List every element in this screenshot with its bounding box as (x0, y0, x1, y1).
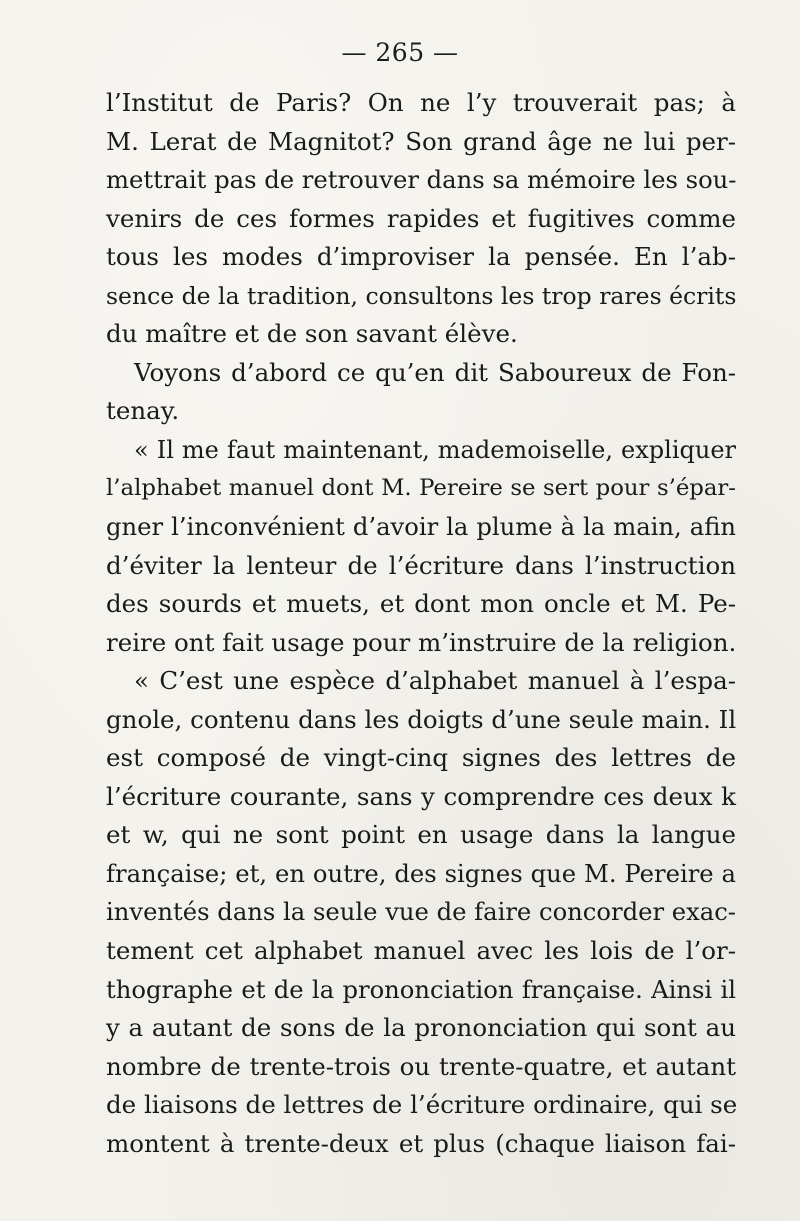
text-line: tement cet alphabet manuel avec les lois de l’or- (106, 936, 736, 966)
text-line: « Il me faut maintenant, mademoiselle, expliquer (134, 435, 736, 464)
body-text (106, 84, 736, 1163)
text-line: d’éviter la lenteur de l’écriture dans l’instruction (106, 550, 736, 580)
text-line: tous les modes d’improviser la pensée. En l’ab- (106, 242, 736, 272)
text-line: thographe et de la prononciation française. Ainsi il (106, 974, 736, 1004)
text-line: nombre de trente-trois ou trente-quatre, et autant (106, 1051, 736, 1081)
text-line: gnole, contenu dans les doigts d’une seule main. Il (106, 704, 737, 734)
text-line: M. Lerat de Magnitot? Son grand âge ne lui per- (106, 126, 736, 156)
text-line: tenay. (106, 396, 180, 426)
text-line: française; et, en outre, des signes que M. Pereire a (106, 858, 736, 888)
text-line: inventés dans la seule vue de faire concorder exac- (106, 897, 737, 927)
text-line: est composé de vingt-cinq signes des lettres de (106, 743, 736, 773)
text-line: et w, qui ne sont point en usage dans la langue (106, 820, 736, 850)
text-line: gner l’inconvénient d’avoir la plume à la main, afin (106, 512, 736, 542)
text-line: des sourds et muets, et dont mon oncle et M. Pe- (106, 589, 736, 619)
text-line: y a autant de sons de la prononciation qui sont au (106, 1013, 736, 1043)
text-line: venirs de ces formes rapides et fugitives comme (106, 203, 736, 233)
text-line: l’Institut de Paris? On ne l’y trouverait pas; à (106, 88, 736, 117)
text-line: mettrait pas de retrouver dans sa mémoire les sou- (106, 165, 737, 195)
text-line: reire ont fait usage pour m’instruire de la religion. (106, 627, 737, 657)
text-line: l’écriture courante, sans y comprendre ces deux k (106, 781, 736, 811)
text-line: montent à trente-deux et plus (chaque liaison fai- (106, 1128, 736, 1158)
text-line: l’alphabet manuel dont M. Pereire se sert pour s’épar- (106, 475, 736, 502)
text-line: de liaisons de lettres de l’écriture ordinaire, qui se (106, 1090, 738, 1120)
text-line: du maître et de son savant élève. (106, 319, 518, 349)
text-line: sence de la tradition, consultons les trop rares écrits (106, 281, 737, 310)
text-line: « C’est une espèce d’alphabet manuel à l’espa- (134, 666, 736, 696)
text-line: Voyons d’abord ce qu’en dit Saboureux de Fon- (134, 357, 736, 387)
page-number: — 265 — (341, 38, 459, 67)
